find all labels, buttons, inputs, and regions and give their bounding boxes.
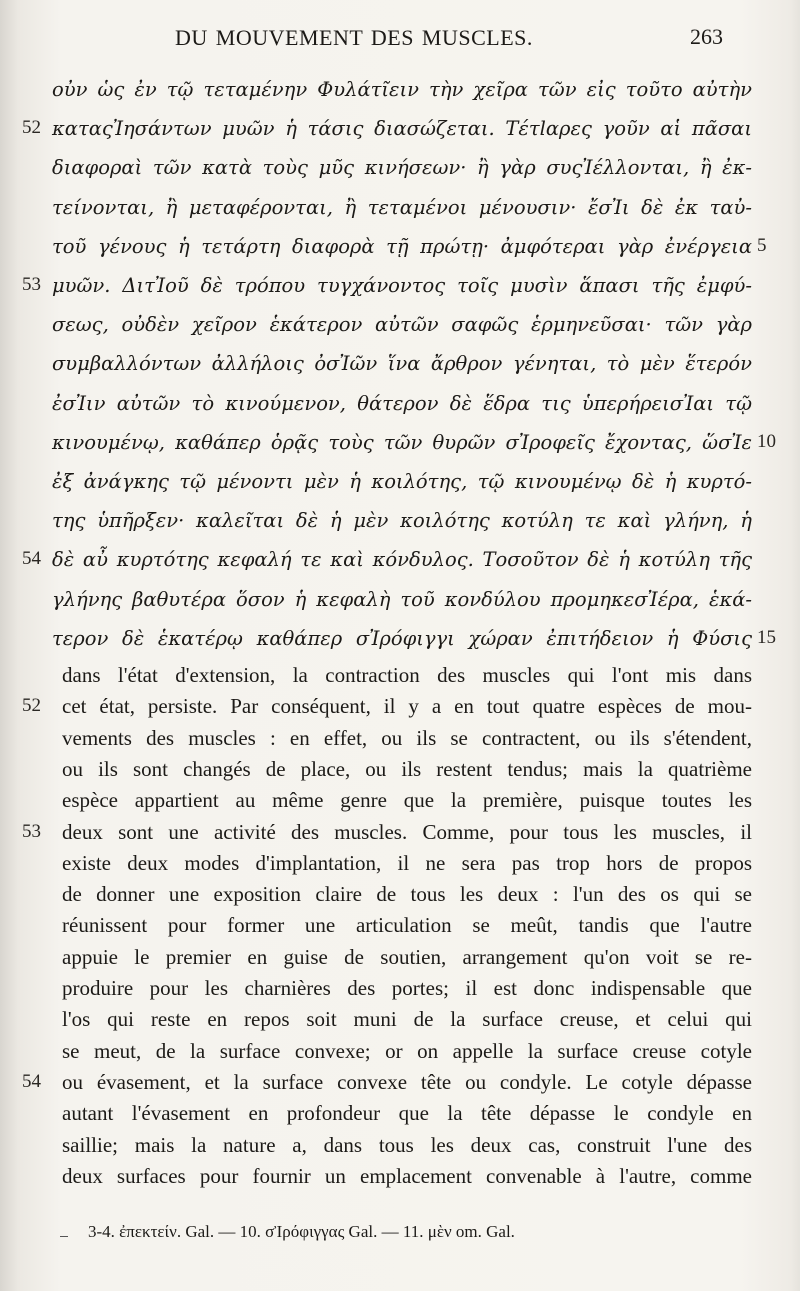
greek-line: τοῦ γένους ἡ τετάρτη διαφορὰ τῇ πρώτῃ· ἀμφότεραι γὰρ ἐνέργεια [52,234,752,258]
french-line: de donner une exposition claire de tous les deux : l'un des os qui se [62,882,752,907]
french-line: dans l'état d'extension, la contraction des muscles qui l'ont mis dans [62,663,752,687]
greek-line: κινουμένῳ, καθάπερ ὁρᾷς τοὺς τῶν θυρῶν σἸροφεῖς ἔχοντας, ὥσἸε [52,430,752,454]
greek-line: δὲ αὖ κυρτότης κεφαλή τε καὶ κόνδυλος. Τοσοῦτον δὲ ἡ κοτύλη τῆς [52,548,752,572]
greek-line-number: 10 [757,430,776,452]
french-section-number: 54 [22,1070,41,1092]
french-line: vements des muscles : en effet, ou ils se contractent, ou ils s'étendent, [62,725,752,750]
page-number: 263 [690,24,723,49]
running-title: DU MOUVEMENT DES MUSCLES. [175,25,533,50]
footnote-mark [60,1236,68,1237]
greek-line: ἐξ ἀνάγκης τῷ μένοντι μὲν ἡ κοιλότης, τῷ κινουμένῳ δὲ ἡ κυρτό- [52,470,752,493]
greek-line: οὐν ὡς ἐν τῷ τεταμένην Φυλάτῖειν τὴν χεῖρα τῶν εἰς τοῦτο αὐτὴν [52,78,752,101]
greek-line: γλήνης βαθυτέρα ὅσον ἡ κεφαλὴ τοῦ κονδύλου προμηκεσἸέρα, ἑκά- [52,587,752,611]
french-line: deux sont une activité des muscles. Comme, pour tous les muscles, il [62,819,752,844]
greek-line-number: 15 [757,626,776,648]
greek-line: ἐσἸιν αὐτῶν τὸ κινούμενον, θάτερον δὲ ἕδρα τις ὑπερήρεισἸαι τῷ [52,391,752,415]
french-line: cet état, persiste. Par conséquent, il y a en tout quatre espèces de mou- [62,694,752,719]
french-line: ou évasement, et la surface convexe tête ou condyle. Le cotyle dépasse [62,1069,752,1094]
french-line: réunissent pour former une articulation se meût, tandis que l'autre [62,913,752,938]
greek-line: τερον δὲ ἑκατέρῳ καθάπερ σἸρόφιγγι χώραν ἐπιτήδειον ἡ Φύσις [52,626,752,650]
greek-line-number: 5 [757,234,767,256]
greek-line: της ὑπῆρξεν· καλεῖται δὲ ἡ μὲν κοιλότης κοτύλη τε καὶ γλήνη, ἡ [52,509,752,533]
greek-line: συμβαλλόντων ἀλλήλοις ὀσἸῶν ἵνα ἄρθρον γένηται, τὸ μὲν ἕτερόν [52,352,752,376]
greek-line: καταςἸησάντων μυῶν ἡ τάσις διασώζεται. Τέτlαρες γοῦν αἱ πᾶσαι [52,117,752,141]
french-line: autant l'évasement en profondeur que la tête dépasse le condyle en [62,1101,752,1126]
footnote: 3-4. ἐπεκτείν. Gal. — 10. σἸρόφιγγας Gal. — 11. μὲν om. Gal. [88,1222,515,1241]
greek-line: σεως, οὐδὲν χεῖρον ἑκάτερον αὐτῶν σαφῶς ἑρμηνεῦσαι· τῶν γὰρ [52,313,752,337]
greek-section-number: 52 [22,117,41,139]
greek-line: διαφοραὶ τῶν κατὰ τοὺς μῦς κινήσεων· ἢ γὰρ συςἸέλλονται, ἢ ἐκ- [52,156,752,180]
french-line: l'os qui reste en repos soit muni de la surface creuse, et celui qui [62,1007,752,1032]
french-line: saillie; mais la nature a, dans tous les deux cas, construit l'une des [62,1132,752,1157]
greek-section-number: 54 [22,548,41,570]
french-line: deux surfaces pour fournir un emplacement convenable à l'autre, comme [62,1163,752,1188]
french-line: espèce appartient au même genre que la première, puisque toutes les [62,788,752,813]
french-line: se meut, de la surface convexe; or on appelle la surface creuse cotyle [62,1038,752,1063]
greek-line: τείνονται, ἢ μεταφέρονται, ἢ τεταμένοι μένουσιν· ἔσἸι δὲ ἐκ ταὐ- [52,195,752,219]
french-line: ou ils sont changés de place, ou ils restent tendus; mais la quatrième [62,756,752,781]
french-line: appuie le premier en guise de soutien, arrangement qu'on voit se re- [62,944,752,969]
french-line: existe deux modes d'implantation, il ne sera pas trop hors de propos [62,850,752,875]
french-section-number: 52 [22,695,41,717]
greek-section-number: 53 [22,274,41,295]
greek-line: μυῶν. ΔιτἸοῦ δὲ τρόπου τυγχάνοντος τοῖς μυσὶν ἅπασι τῆς ἐμφύ- [52,274,752,297]
french-line: produire pour les charnières des portes; il est donc indispensable que [62,976,752,1000]
french-section-number: 53 [22,820,41,842]
